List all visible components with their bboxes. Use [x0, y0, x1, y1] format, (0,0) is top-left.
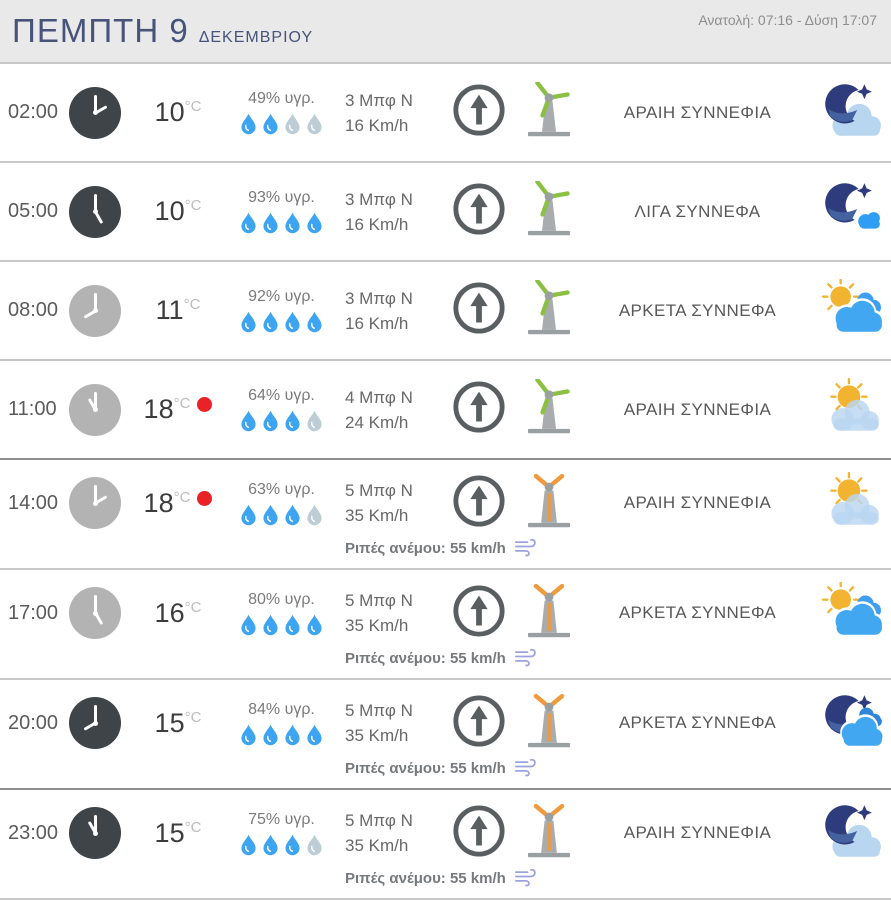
sunrise-sunset-label: Ανατολή: 07:16 - Δύση 17:07 [698, 12, 877, 28]
weather-icon [818, 802, 884, 865]
weather-icon [818, 279, 884, 342]
wind-gust-label: Ριπές ανέμου: 55 km/h [345, 870, 506, 887]
temperature-value: 18 [143, 487, 174, 518]
humidity-drops-icon [228, 834, 335, 856]
weather-description: ΑΡΚΕΤΑ ΣΥΝΝΕΦΑ [618, 713, 777, 732]
temperature-unit: °C [173, 488, 191, 506]
weather-icon [818, 378, 884, 441]
wind-info [335, 187, 445, 237]
forecast-row [0, 458, 891, 568]
wind-direction-icon [452, 182, 506, 241]
wind-gust-line [345, 535, 540, 562]
humidity-drops-icon [228, 311, 335, 333]
forecast-row [0, 359, 891, 458]
clock-center-pin [93, 308, 98, 313]
temperature-cell [128, 97, 228, 128]
temperature-value: 18 [143, 394, 174, 424]
humidity-label: 93% υγρ. [248, 189, 315, 206]
temperature-unit: °C [184, 818, 202, 836]
wind-beaufort-label: 5 Μπφ N [345, 811, 413, 830]
month-label: ΔΕΚΕΜΒΡΙΟΥ [198, 29, 314, 46]
wind-turbine-icon [521, 473, 577, 534]
temperature-cell [128, 598, 228, 629]
weather-description: ΑΡΑΙΗ ΣΥΝΝΕΦΙΑ [623, 102, 772, 122]
clock-icon [69, 87, 121, 139]
wind-gust-icon [513, 535, 540, 562]
temperature-value: 15 [154, 707, 185, 738]
wind-turbine-icon [521, 181, 577, 242]
time-label: 17:00 [8, 601, 59, 624]
time-label: 14:00 [8, 491, 59, 514]
weather-icon [818, 472, 884, 535]
clock-center-pin [93, 831, 98, 836]
wind-turbine-icon [521, 803, 577, 864]
temperature-unit: °C [184, 708, 202, 726]
weather-icon [818, 692, 884, 755]
wind-speed-label: 35 Km/h [345, 836, 409, 855]
wind-turbine-icon [521, 693, 577, 754]
clock-icon [69, 186, 121, 238]
time-label: 20:00 [8, 711, 59, 734]
weather-icon [818, 81, 884, 144]
wind-speed-label: 35 Km/h [345, 616, 409, 635]
wind-gust-line [345, 755, 540, 782]
time-label: 23:00 [8, 821, 59, 844]
temperature-unit: °C [173, 395, 191, 412]
time-label: 05:00 [8, 200, 59, 222]
weather-description: ΑΡΚΕΤΑ ΣΥΝΝΕΦΑ [618, 603, 777, 622]
humidity-drops-icon [228, 113, 335, 135]
wind-beaufort-label: 4 Μπφ N [345, 387, 413, 407]
humidity-cell [228, 701, 335, 746]
temperature-cell [128, 295, 228, 326]
temperature-value: 10 [154, 196, 185, 226]
wind-gust-line [345, 645, 540, 672]
temperature-cell [128, 708, 228, 739]
temperature-unit: °C [184, 598, 202, 616]
wind-info [335, 588, 445, 638]
humidity-drops-icon [228, 410, 335, 432]
forecast-rows [0, 62, 891, 898]
wind-direction-icon [452, 694, 506, 753]
humidity-label: 92% υγρ. [248, 288, 315, 305]
humidity-label: 64% υγρ. [248, 387, 315, 404]
clock-icon [69, 477, 121, 529]
day-header [0, 0, 891, 62]
humidity-drops-icon [228, 212, 335, 234]
wind-gust-label: Ριπές ανέμου: 55 km/h [345, 650, 506, 667]
wind-gust-icon [513, 645, 540, 672]
humidity-cell [228, 288, 335, 333]
clock-icon [69, 807, 121, 859]
humidity-cell [228, 90, 335, 135]
wind-speed-label: 35 Km/h [345, 506, 409, 525]
wind-info [335, 286, 445, 336]
wind-info [335, 698, 445, 748]
wind-info [335, 808, 445, 858]
temperature-cell [128, 488, 228, 519]
clock-center-pin [93, 721, 98, 726]
temperature-value: 11 [155, 295, 184, 325]
humidity-label: 75% υγρ. [248, 810, 315, 828]
day-title: ΠΕΜΠΤΗ 9 [12, 12, 189, 49]
wind-speed-label: 16 Km/h [345, 313, 409, 333]
wind-beaufort-label: 3 Μπφ N [345, 288, 413, 308]
wind-turbine-icon [521, 379, 577, 440]
wind-speed-label: 16 Km/h [345, 115, 409, 135]
humidity-drops-icon [228, 504, 335, 526]
temperature-value: 15 [154, 817, 185, 848]
wind-turbine-icon [521, 280, 577, 341]
temperature-value: 16 [154, 597, 185, 628]
weather-icon [818, 180, 884, 243]
wind-speed-label: 35 Km/h [345, 726, 409, 745]
clock-center-pin [93, 407, 98, 412]
wind-gust-icon [513, 755, 540, 782]
humidity-label: 49% υγρ. [248, 90, 315, 107]
forecast-row [0, 678, 891, 788]
wind-direction-icon [452, 474, 506, 533]
record-dot-icon [197, 491, 212, 506]
time-label: 11:00 [8, 398, 57, 420]
humidity-label: 63% υγρ. [248, 480, 315, 498]
time-label: 08:00 [8, 299, 59, 321]
weather-description: ΛΙΓΑ ΣΥΝΝΕΦΑ [634, 201, 761, 221]
clock-center-pin [93, 611, 98, 616]
clock-icon [69, 697, 121, 749]
humidity-drops-icon [228, 614, 335, 636]
humidity-label: 84% υγρ. [248, 700, 315, 718]
wind-beaufort-label: 5 Μπφ N [345, 591, 413, 610]
forecast-row [0, 62, 891, 161]
temperature-unit: °C [184, 98, 202, 115]
temperature-cell [128, 196, 228, 227]
clock-center-pin [93, 209, 98, 214]
clock-center-pin [93, 110, 98, 115]
wind-gust-icon [513, 865, 540, 892]
wind-gust-line [345, 865, 540, 892]
clock-icon [69, 384, 121, 436]
weather-icon [818, 582, 884, 645]
time-label: 02:00 [8, 101, 59, 123]
wind-beaufort-label: 5 Μπφ N [345, 701, 413, 720]
humidity-cell [228, 811, 335, 856]
wind-turbine-icon [521, 583, 577, 644]
weather-description: ΑΡΚΕΤΑ ΣΥΝΝΕΦΑ [618, 300, 777, 320]
wind-direction-icon [452, 380, 506, 439]
weather-description: ΑΡΑΙΗ ΣΥΝΝΕΦΙΑ [623, 823, 772, 842]
temperature-cell [128, 818, 228, 849]
wind-speed-label: 24 Km/h [345, 412, 409, 432]
wind-speed-label: 16 Km/h [345, 214, 409, 234]
humidity-cell [228, 189, 335, 234]
clock-center-pin [93, 501, 98, 506]
day-title-group [12, 12, 313, 62]
record-dot-icon [197, 397, 212, 412]
wind-info [335, 88, 445, 138]
clock-icon [69, 285, 121, 337]
forecast-row [0, 568, 891, 678]
temperature-value: 10 [154, 97, 185, 127]
weather-description: ΑΡΑΙΗ ΣΥΝΝΕΦΙΑ [623, 399, 772, 419]
wind-direction-icon [452, 804, 506, 863]
wind-direction-icon [452, 281, 506, 340]
forecast-row [0, 788, 891, 898]
humidity-drops-icon [228, 724, 335, 746]
wind-beaufort-label: 3 Μπφ N [345, 189, 413, 209]
wind-gust-label: Ριπές ανέμου: 55 km/h [345, 760, 506, 777]
wind-direction-icon [452, 584, 506, 643]
humidity-cell [228, 591, 335, 636]
humidity-cell [228, 387, 335, 432]
wind-beaufort-label: 3 Μπφ N [345, 90, 413, 110]
wind-direction-icon [452, 83, 506, 142]
temperature-unit: °C [184, 197, 202, 214]
forecast-row [0, 260, 891, 359]
temperature-unit: °C [183, 296, 201, 313]
wind-info [335, 478, 445, 528]
humidity-cell [228, 481, 335, 526]
wind-beaufort-label: 5 Μπφ N [345, 481, 413, 500]
clock-icon [69, 587, 121, 639]
wind-info [335, 385, 445, 435]
wind-turbine-icon [521, 82, 577, 143]
humidity-label: 80% υγρ. [248, 590, 315, 608]
temperature-cell [128, 394, 228, 425]
wind-gust-label: Ριπές ανέμου: 55 km/h [345, 540, 506, 557]
forecast-row [0, 161, 891, 260]
weather-description: ΑΡΑΙΗ ΣΥΝΝΕΦΙΑ [623, 493, 772, 512]
